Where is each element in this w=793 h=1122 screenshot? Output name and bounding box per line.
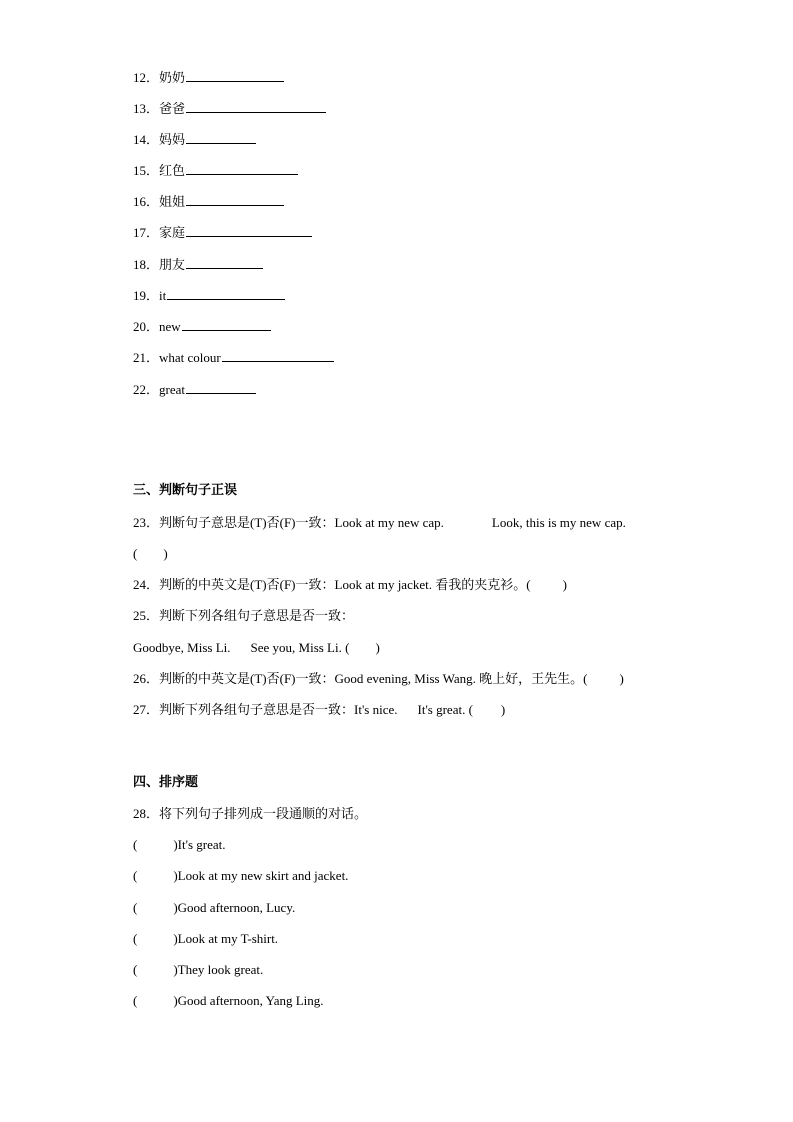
vocab-item <box>133 379 256 397</box>
dialogue-line: )It's great. <box>173 837 226 852</box>
item-number: 14． <box>133 132 160 147</box>
ordering-item: ( )Look at my T-shirt. <box>133 931 279 946</box>
item-number: 17． <box>133 225 160 240</box>
item-word: 爸爸 <box>159 101 186 116</box>
item-word: 红色 <box>159 163 186 178</box>
ordering-item: ( )Good afternoon, Yang Ling. <box>133 993 324 1008</box>
item-number: 16． <box>133 194 160 209</box>
question-24: 24．判断的中英文是(T)否(F)一致：Look at my jacket. 看我的夹克衫。( ) <box>133 577 567 592</box>
section-title: 三、判断句子正误 <box>133 483 238 498</box>
sentence-b: See you, Miss Li. ( <box>250 640 350 655</box>
question-text: 判断下列各组句子意思是否一致： <box>159 608 355 623</box>
item-number: 13． <box>133 101 160 116</box>
vocab-item <box>133 191 284 209</box>
question-text: 判断的中英文是(T)否(F)一致：Look at my jacket. 看我的夹克衫。( <box>159 577 531 592</box>
item-number: 22． <box>133 382 160 397</box>
vocab-item <box>133 160 298 178</box>
vocab-item <box>133 347 334 365</box>
answer-blank[interactable] <box>186 98 326 113</box>
answer-blank[interactable] <box>186 222 312 237</box>
question-number: 28． <box>133 806 160 821</box>
item-word: 家庭 <box>159 225 186 240</box>
answer-blank[interactable] <box>222 347 334 362</box>
question-25 <box>133 607 354 625</box>
dialogue-line: )Look at my T-shirt. <box>173 931 279 946</box>
item-number: 20． <box>133 319 160 334</box>
sentence-b: It's great. ( <box>417 702 473 717</box>
ordering-item: ( )Good afternoon, Lucy. <box>133 900 296 915</box>
item-word: 姐姐 <box>159 194 186 209</box>
item-word: 奶奶 <box>159 70 186 85</box>
question-prompt: 判断句子意思是(T)否(F)一致： <box>159 515 335 530</box>
answer-blank[interactable] <box>186 379 256 394</box>
question-text: 判断下列各组句子意思是否一致：It's nice. <box>159 702 398 717</box>
item-word: 妈妈 <box>159 132 186 147</box>
answer-blank[interactable] <box>186 191 284 206</box>
vocab-item <box>133 67 284 85</box>
vocab-item <box>133 254 263 272</box>
item-number: 18． <box>133 257 160 272</box>
question-number: 23． <box>133 515 160 530</box>
question-27: 27．判断下列各组句子意思是否一致：It's nice. It's great. ( ) <box>133 702 506 717</box>
vocab-item <box>133 222 312 240</box>
answer-blank[interactable] <box>186 160 298 175</box>
question-25-sentences: Goodbye, Miss Li. See you, Miss Li. ( ) <box>133 640 380 655</box>
ordering-item: ( )They look great. <box>133 962 264 977</box>
dialogue-line: )They look great. <box>173 962 264 977</box>
dialogue-line: )Good afternoon, Lucy. <box>173 900 296 915</box>
item-word: 朋友 <box>159 257 186 272</box>
dialogue-line: )Good afternoon, Yang Ling. <box>173 993 324 1008</box>
sentence-a: Look at my new cap. <box>334 515 444 530</box>
question-number: 26． <box>133 671 160 686</box>
sentence-a: Goodbye, Miss Li. <box>133 640 231 655</box>
answer-blank[interactable] <box>186 254 263 269</box>
vocab-item <box>133 129 256 147</box>
item-number: 19． <box>133 288 160 303</box>
item-word: it <box>159 288 167 303</box>
question-number: 24． <box>133 577 160 592</box>
item-number: 12． <box>133 70 160 85</box>
sentence-b: Look, this is my new cap. <box>491 515 626 530</box>
answer-blank[interactable] <box>186 67 284 82</box>
ordering-item: ( )It's great. <box>133 837 226 852</box>
answer-paren[interactable]: ( ) <box>133 546 168 561</box>
question-text: 将下列句子排列成一段通顺的对话。 <box>159 806 368 821</box>
question-number: 27． <box>133 702 160 717</box>
item-word: great <box>159 382 185 397</box>
section-title: 四、排序题 <box>133 775 199 790</box>
question-23 <box>133 514 626 532</box>
vocab-item <box>133 285 285 303</box>
item-word: new <box>159 319 181 334</box>
ordering-item: ( )Look at my new skirt and jacket. <box>133 868 349 883</box>
answer-blank[interactable] <box>167 285 285 300</box>
question-26: 26．判断的中英文是(T)否(F)一致：Good evening, Miss Wang. 晚上好，王先生。( ) <box>133 671 624 686</box>
question-text: 判断的中英文是(T)否(F)一致：Good evening, Miss Wang. 晚上好，王先生。( <box>159 671 588 686</box>
item-number: 15． <box>133 163 160 178</box>
item-word: what colour <box>159 350 221 365</box>
answer-blank[interactable] <box>182 316 271 331</box>
vocab-item <box>133 316 271 334</box>
item-number: 21． <box>133 350 160 365</box>
answer-blank[interactable] <box>186 129 256 144</box>
question-28 <box>133 805 367 823</box>
dialogue-line: )Look at my new skirt and jacket. <box>173 868 349 883</box>
question-number: 25． <box>133 608 160 623</box>
vocab-item <box>133 98 326 116</box>
